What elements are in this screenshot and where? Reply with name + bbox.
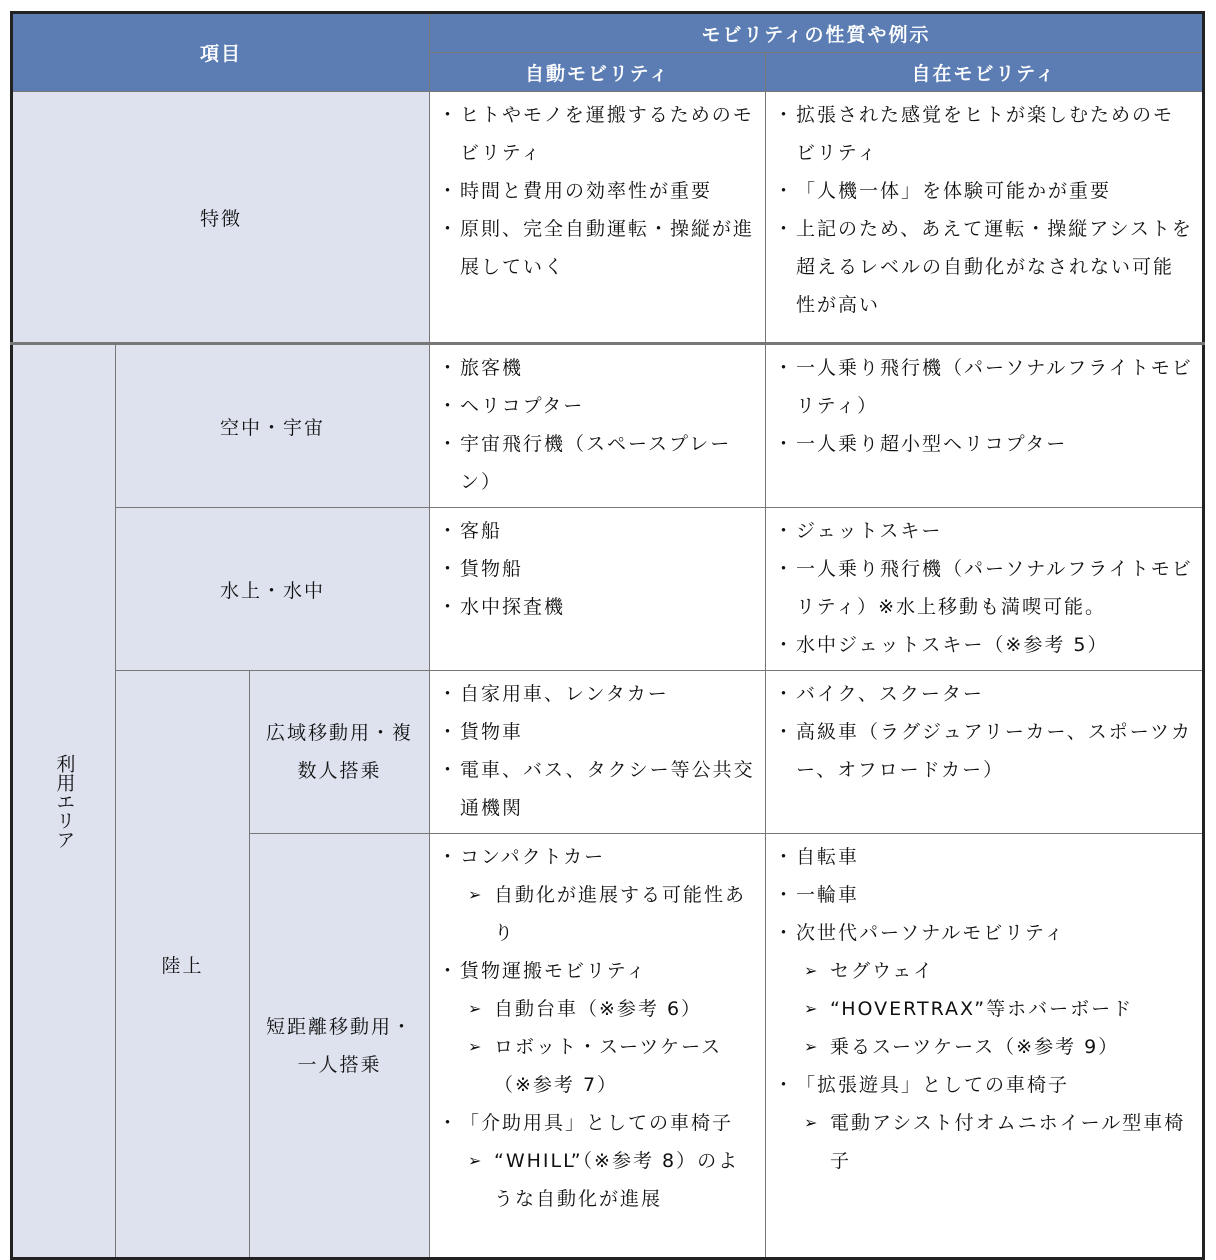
list-item: ・ 一輪車 <box>774 884 860 906</box>
feature-auto-cell <box>430 92 766 344</box>
arrow-icon: ➢ <box>468 885 484 904</box>
sub-list-item: ➢ 自動化が進展する可能性あり <box>438 876 757 952</box>
header-item: 項目 <box>12 13 430 92</box>
list-item: ・ 貨物運搬モビリティ <box>438 960 648 982</box>
list-item: ・ 高級車（ラグジュアリーカー、スポーツカー、オフロードカー） <box>774 721 1192 781</box>
list-item: ・ 時間と費用の効率性が重要 <box>438 180 713 202</box>
list-item: ・ 自転車 <box>774 846 860 868</box>
water-free-cell <box>766 508 1204 671</box>
list-item: ・ 一人乗り超小型ヘリコプター <box>774 433 1068 455</box>
feature-free-cell <box>766 92 1204 344</box>
sub-list-item: ➢ 自動台車（※参考 6） <box>438 990 757 1028</box>
list-item: ・ 次世代パーソナルモビリティ <box>774 922 1066 944</box>
row-label-water: 水上・水中 <box>116 508 430 671</box>
list-item: ・ 水中ジェットスキー（※参考 5） <box>774 634 1109 656</box>
row-label-feature: 特徴 <box>12 92 430 344</box>
usage-area-label: 利用エリア <box>53 753 76 849</box>
sub-list-item: ➢ “WHILL”（※参考 8）のような自動化が進展 <box>438 1142 757 1218</box>
header-group: モビリティの性質や例示 <box>430 13 1204 53</box>
wide-auto-cell <box>430 671 766 834</box>
arrow-icon: ➢ <box>804 961 820 980</box>
list-item: ・ 「介助用具」としての車椅子 <box>438 1112 734 1134</box>
list-item: ・ 自家用車、レンタカー <box>438 683 669 705</box>
wide-free-cell <box>766 671 1204 834</box>
sub-list-item: ➢ ロボット・スーツケース（※参考 7） <box>438 1028 757 1104</box>
air-free-cell <box>766 344 1204 508</box>
list-item: ・ 貨物車 <box>438 721 524 743</box>
list-item: ・ ジェットスキー <box>774 520 943 542</box>
arrow-icon: ➢ <box>468 999 484 1018</box>
header-free-mobility: 自在モビリティ <box>766 53 1204 92</box>
arrow-icon: ➢ <box>804 999 820 1018</box>
sub-list-item: ➢ “HOVERTRAX”等ホバーボード <box>774 990 1194 1028</box>
water-auto-cell <box>430 508 766 671</box>
list-item: ・ 客船 <box>438 520 503 542</box>
list-item: ・ ヘリコプター <box>438 395 585 417</box>
list-item: ・ 拡張された感覚をヒトが楽しむためのモビリティ <box>774 104 1175 164</box>
row-label-air: 空中・宇宙 <box>116 344 430 508</box>
list-item: ・ 「拡張遊具」としての車椅子 <box>774 1074 1070 1096</box>
mobility-table <box>10 11 1205 1260</box>
short-auto-cell <box>430 834 766 1259</box>
mobility-table-container <box>10 11 1205 1260</box>
list-item: ・ 一人乗り飛行機（パーソナルフライトモビリティ） <box>774 357 1193 417</box>
arrow-icon: ➢ <box>468 1037 484 1056</box>
air-auto-cell <box>430 344 766 508</box>
sub-list-item: ➢ セグウェイ <box>774 952 1194 990</box>
arrow-icon: ➢ <box>804 1037 820 1056</box>
sub-list-item: ➢ 乗るスーツケース（※参考 9） <box>774 1028 1194 1066</box>
arrow-icon: ➢ <box>804 1113 820 1132</box>
list-item: ・ コンパクトカー <box>438 846 606 868</box>
list-item: ・ 「人機一体」を体験可能かが重要 <box>774 180 1112 202</box>
list-item: ・ 電車、バス、タクシー等公共交通機関 <box>438 759 755 819</box>
list-item: ・ 宇宙飛行機（スペースプレーン） <box>438 433 732 493</box>
list-item: ・ バイク、スクーター <box>774 683 984 705</box>
row-label-land: 陸上 <box>116 671 250 1259</box>
list-item: ・ 一人乗り飛行機（パーソナルフライトモビリティ）※水上移動も満喫可能。 <box>774 558 1193 618</box>
short-free-cell <box>766 834 1204 1259</box>
list-item: ・ ヒトやモノを運搬するためのモビリティ <box>438 104 754 164</box>
row-label-short-range: 短距離移動用・一人搭乗 <box>250 834 430 1259</box>
row-label-wide-area: 広域移動用・複数人搭乗 <box>250 671 430 834</box>
sub-list-item: ➢ 電動アシスト付オムニホイール型車椅子 <box>774 1104 1194 1180</box>
list-item: ・ 上記のため、あえて運転・操縦アシストを超えるレベルの自動化がなされない可能性が高い <box>774 218 1193 316</box>
list-item: ・ 旅客機 <box>438 357 524 379</box>
list-item: ・ 原則、完全自動運転・操縦が進展していく <box>438 218 755 278</box>
arrow-icon: ➢ <box>468 1151 484 1170</box>
list-item: ・ 水中探査機 <box>438 596 566 618</box>
list-item: ・ 貨物船 <box>438 558 524 580</box>
row-label-usage-area <box>12 344 116 1259</box>
header-auto-mobility: 自動モビリティ <box>430 53 766 92</box>
